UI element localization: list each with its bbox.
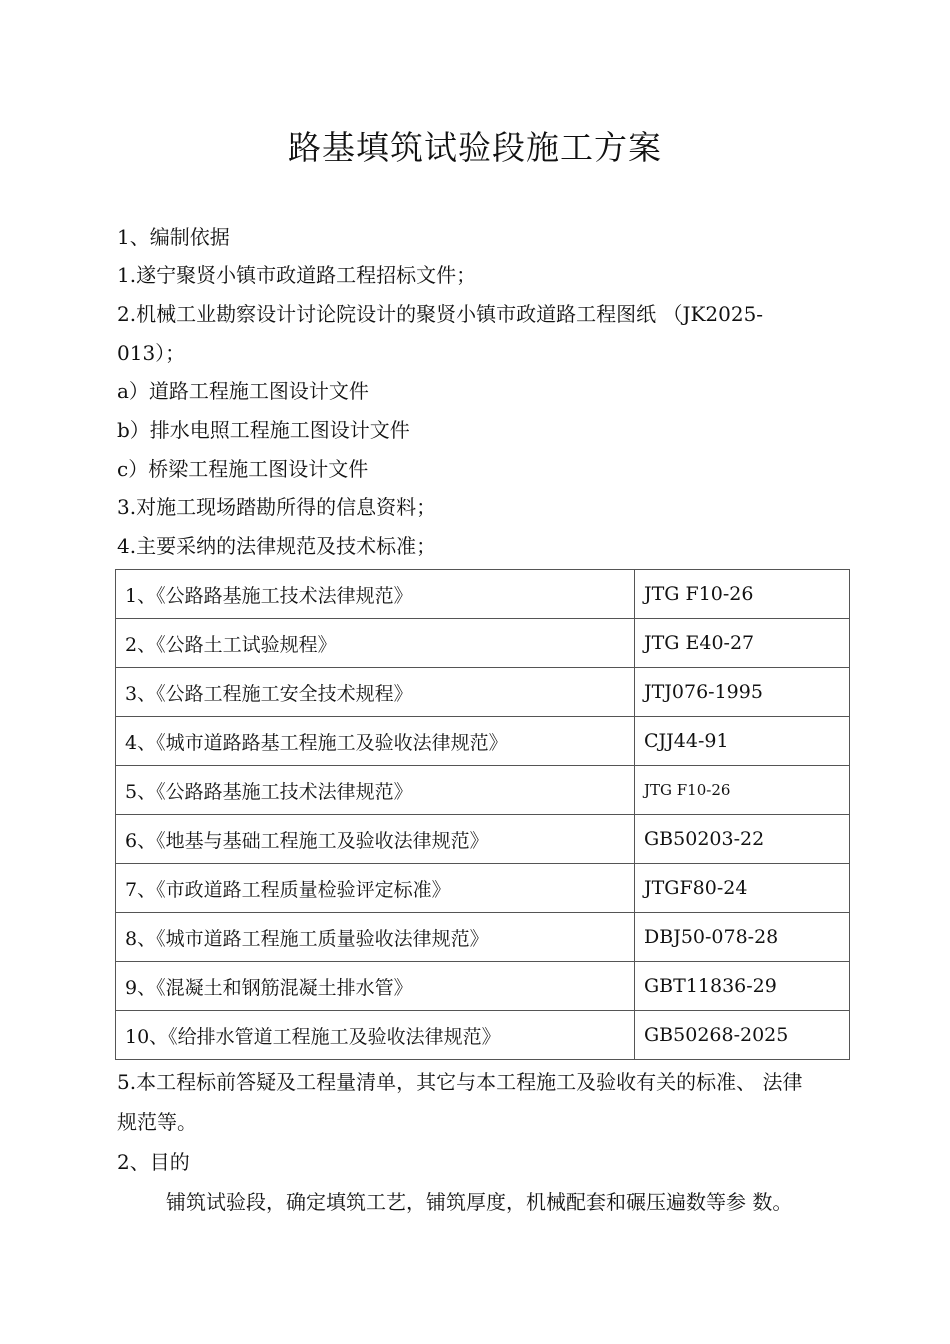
- standard-name: 2、《公路土工试验规程》: [116, 619, 635, 668]
- standard-code: GB50268-2025: [635, 1011, 850, 1060]
- basis-item-3: 3.对施工现场踏勘所得的信息资料；: [117, 495, 437, 519]
- table-row: [116, 962, 850, 1011]
- standard-code: JTG F10-26: [635, 766, 850, 815]
- standard-code: GBT11836-29: [635, 962, 850, 1011]
- table-row: [116, 766, 850, 815]
- standard-code: CJJ44-91: [635, 717, 850, 766]
- table-row: [116, 619, 850, 668]
- standard-code: JTG E40-27: [635, 619, 850, 668]
- basis-item-2-line-1: 2.机械工业勘察设计讨论院设计的聚贤小镇市政道路工程图纸 （JK2025-: [117, 302, 764, 326]
- standard-code: JTGF80-24: [635, 864, 850, 913]
- standard-name: 1、《公路路基施工技术法律规范》: [116, 570, 635, 619]
- basis-item-5-line-2: 规范等。: [117, 1110, 197, 1134]
- document-title: 路基填筑试验段施工方案: [288, 128, 662, 167]
- standard-name: 9、《混凝土和钢筋混凝土排水管》: [116, 962, 635, 1011]
- basis-item-1: 1.遂宁聚贤小镇市政道路工程招标文件；: [117, 263, 477, 287]
- purpose-text: 铺筑试验段，确定填筑工艺，铺筑厚度，机械配套和碾压遍数等参 数。: [166, 1190, 793, 1214]
- section-heading-purpose: 2、目的: [117, 1150, 190, 1174]
- basis-item-4: 4.主要采纳的法律规范及技术标准；: [117, 534, 437, 558]
- standard-code: JTG F10-26: [635, 570, 850, 619]
- basis-item-5-line-1: 5.本工程标前答疑及工程量清单，其它与本工程施工及验收有关的标准、 法律: [117, 1070, 803, 1094]
- section-heading-basis: 1、编制依据: [117, 225, 230, 249]
- standard-name: 8、《城市道路工程施工质量验收法律规范》: [116, 913, 635, 962]
- standard-name: 5、《公路路基施工技术法律规范》: [116, 766, 635, 815]
- standard-code: JTJ076-1995: [635, 668, 850, 717]
- standard-name: 3、《公路工程施工安全技术规程》: [116, 668, 635, 717]
- basis-sub-b: b）排水电照工程施工图设计文件: [117, 418, 410, 442]
- table-row: [116, 668, 850, 717]
- standards-table: [115, 569, 850, 1060]
- standard-code: DBJ50-078-28: [635, 913, 850, 962]
- table-row: [116, 864, 850, 913]
- standard-code: GB50203-22: [635, 815, 850, 864]
- standard-name: 7、《市政道路工程质量检验评定标准》: [116, 864, 635, 913]
- table-row: [116, 717, 850, 766]
- standard-name: 10、《给排水管道工程施工及验收法律规范》: [116, 1011, 635, 1060]
- standard-name: 6、《地基与基础工程施工及验收法律规范》: [116, 815, 635, 864]
- basis-sub-a: a）道路工程施工图设计文件: [117, 379, 369, 403]
- table-row: [116, 913, 850, 962]
- basis-item-2-line-2: 013）；: [117, 341, 186, 365]
- table-row: [116, 815, 850, 864]
- table-row: [116, 570, 850, 619]
- table-row: [116, 1011, 850, 1060]
- basis-sub-c: c）桥梁工程施工图设计文件: [117, 457, 369, 481]
- standard-name: 4、《城市道路路基工程施工及验收法律规范》: [116, 717, 635, 766]
